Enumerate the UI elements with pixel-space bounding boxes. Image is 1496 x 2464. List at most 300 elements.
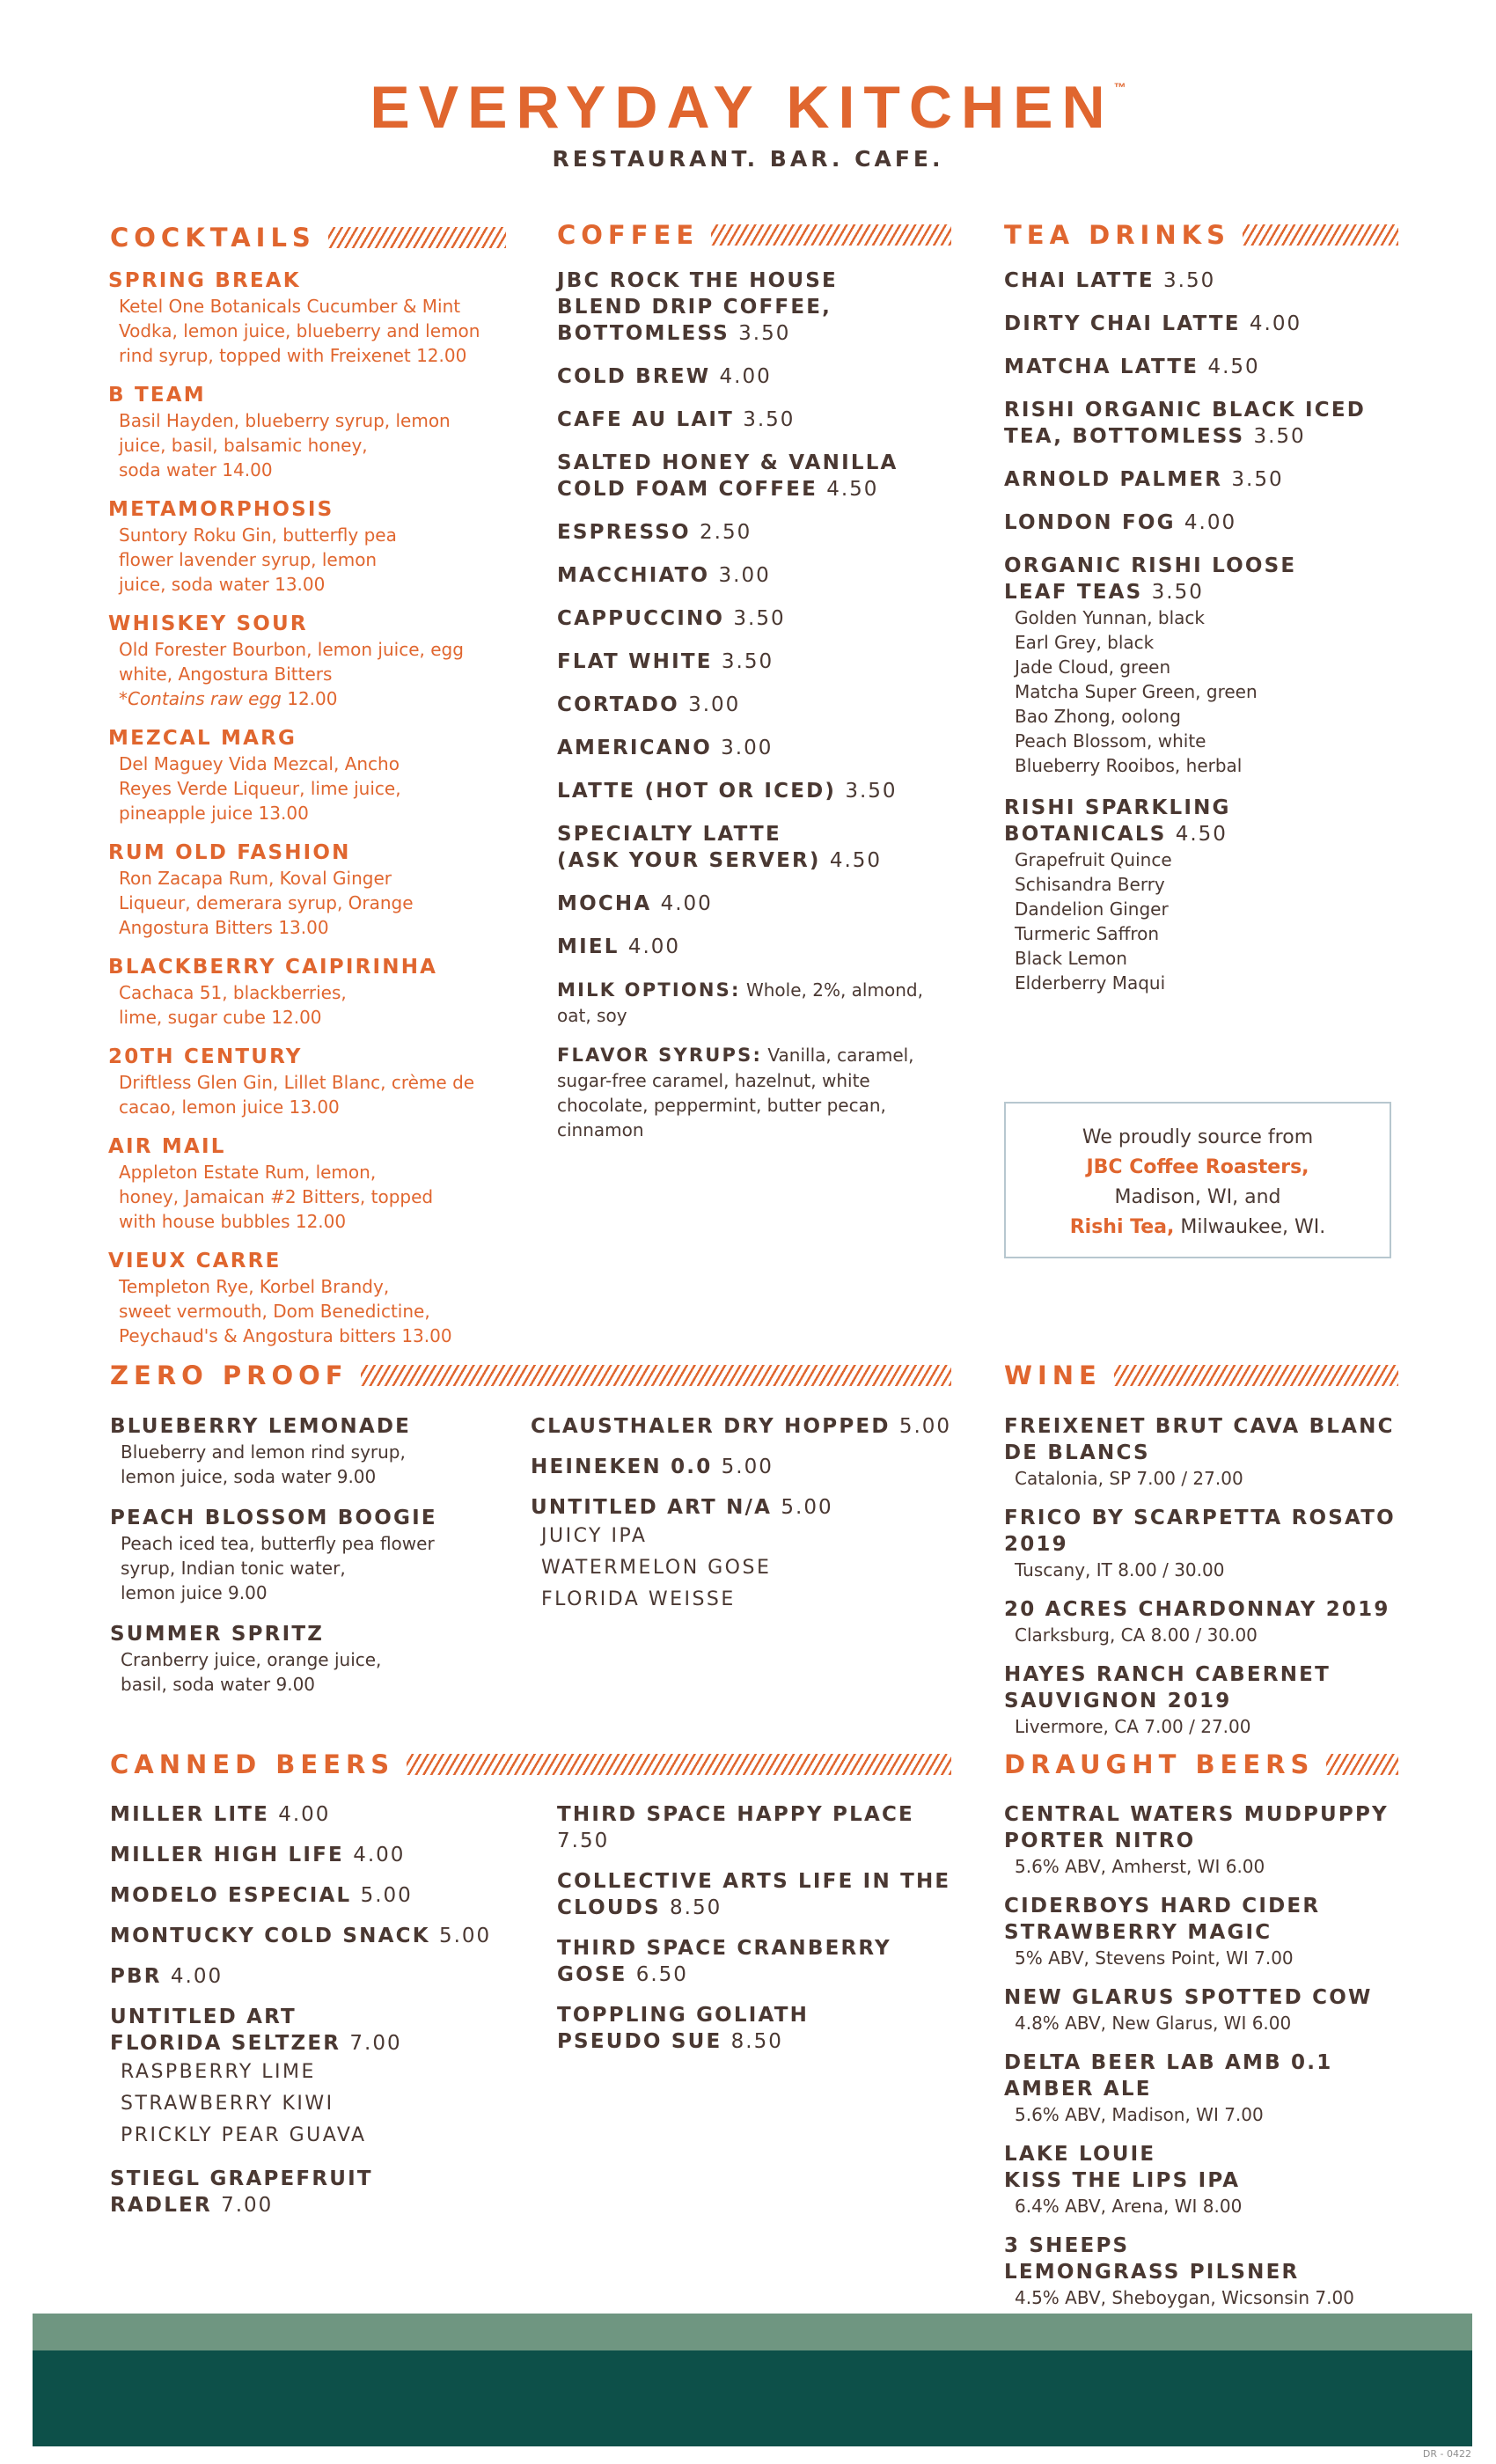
item-name: PEACH BLOSSOM BOOGIE (110, 1507, 437, 1529)
item-name-line (557, 450, 971, 476)
note-jbc: JBC Coffee Roasters, (1086, 1156, 1309, 1178)
item-description: basil, soda water 9.00 (121, 1674, 316, 1695)
item-price: 7.00 (221, 2194, 274, 2217)
menu-item (110, 2166, 524, 2218)
item-name: STIEGL GRAPEFRUIT (110, 2167, 373, 2190)
item-name-line (1004, 1413, 1418, 1440)
item-name: PORTER NITRO (1004, 1830, 1196, 1852)
item-name-line (557, 2002, 971, 2028)
item-description: lemon juice 9.00 (121, 1582, 268, 1603)
item-name-line (1004, 1984, 1418, 2011)
item-name: LEMONGRASS PILSNER (1004, 2261, 1300, 2284)
item-name: BOTANICALS (1004, 823, 1167, 846)
menu-item (557, 605, 971, 632)
item-description: Driftless Glen Gin, Lillet Blanc, crème de (119, 1072, 475, 1093)
item-name-line (557, 1895, 971, 1921)
item-description: 5% ABV, Stevens Point, WI 7.00 (1015, 1947, 1294, 1969)
canned-beers-left (110, 1801, 524, 2233)
item-option: Blueberry Rooibos, herbal (1015, 755, 1243, 776)
brand-name: EVERYDAY KITCHEN (370, 74, 1114, 141)
menu-item (108, 1133, 522, 1234)
menu-item (110, 1413, 524, 1489)
item-name-line (557, 407, 971, 433)
item-description: lemon juice, soda water 9.00 (121, 1466, 377, 1487)
item-price: 3.00 (688, 693, 741, 716)
item-option: Black Lemon (1015, 948, 1127, 969)
menu-item (108, 268, 522, 368)
item-price: 3.50 (1163, 269, 1216, 292)
print-code: DR - 0422 (1422, 2448, 1471, 2460)
menu-item (557, 1935, 971, 1988)
section-header-canned-beers (110, 1747, 951, 1782)
tea-list (1004, 268, 1418, 1012)
section-header-tea (1004, 217, 1398, 253)
flavor-syrups-values: Vanilla, caramel, (767, 1045, 914, 1066)
menu-item (1004, 397, 1418, 450)
item-description: 4.5% ABV, Sheboygan, Wicsonsin 7.00 (1015, 2287, 1354, 2308)
item-name-line (557, 1801, 971, 1854)
item-option: Dandelion Ginger (1015, 898, 1169, 920)
menu-item (1004, 1893, 1418, 1970)
item-name: COLD FOAM COFFEE (557, 478, 818, 501)
item-name-line (1004, 1919, 1418, 1946)
item-name: METAMORPHOSIS (108, 498, 334, 521)
menu-item (108, 611, 522, 711)
item-name-line (557, 476, 971, 502)
item-description: Ron Zacapa Rum, Koval Ginger (119, 868, 392, 889)
item-name-line (1004, 268, 1418, 294)
menu-item (557, 2002, 971, 2055)
item-name: NEW GLARUS SPOTTED COW (1004, 1986, 1373, 2009)
menu-item (557, 692, 971, 718)
item-name-line (1004, 510, 1418, 536)
tagline: RESTAURANT. BAR. CAFE. (552, 146, 944, 172)
menu-item (557, 891, 971, 917)
item-price: 4.50 (1207, 356, 1260, 378)
item-option: STRAWBERRY KIWI (121, 2093, 334, 2115)
item-description: Reyes Verde Liqueur, lime juice, (119, 778, 401, 799)
item-description: 4.8% ABV, New Glarus, WI 6.00 (1015, 2013, 1292, 2034)
menu-item (531, 1413, 971, 1440)
menu-item (557, 450, 971, 502)
item-price: 5.00 (438, 1925, 492, 1947)
item-name-line (1004, 1661, 1418, 1688)
menu-item (1004, 2233, 1418, 2310)
item-name-line (110, 2030, 524, 2057)
item-name-line (1004, 1596, 1418, 1623)
item-name: MILLER LITE (110, 1803, 269, 1826)
menu-item (557, 649, 971, 675)
item-name: WHISKEY SOUR (108, 612, 308, 635)
item-name-line (557, 821, 971, 847)
footer-band-dark (33, 2350, 1472, 2446)
menu-item (110, 1842, 524, 1868)
item-price: 4.00 (660, 892, 713, 915)
hatch-decoration (1243, 224, 1398, 246)
item-option: Grapefruit Quince (1015, 849, 1172, 870)
item-price: 4.50 (826, 478, 879, 501)
item-name: HAYES RANCH CABERNET (1004, 1663, 1331, 1686)
menu-item (557, 1868, 971, 1921)
menu-item (1004, 795, 1418, 995)
brand-logo (0, 74, 1496, 141)
item-name: DELTA BEER LAB AMB 0.1 (1004, 2051, 1333, 2074)
item-price: 12.00 (287, 688, 338, 709)
item-name-line (1004, 2167, 1418, 2194)
item-name: DIRTY CHAI LATTE (1004, 312, 1241, 335)
item-name: SALTED HONEY & VANILLA (557, 451, 898, 474)
item-name: KISS THE LIPS IPA (1004, 2169, 1241, 2192)
item-description: juice, basil, balsamic honey, (119, 435, 368, 456)
menu-item (108, 1248, 522, 1348)
item-price: 3.50 (721, 650, 774, 673)
section-title: TEA DRINKS (1004, 219, 1230, 250)
item-description: Del Maguey Vida Mezcal, Ancho (119, 753, 400, 774)
item-option: Earl Grey, black (1015, 632, 1155, 653)
item-name-line (531, 1494, 971, 1521)
flavor-syrups-label: FLAVOR SYRUPS: (557, 1045, 763, 1066)
item-name: 2019 (1004, 1533, 1068, 1556)
item-name-line (557, 692, 971, 718)
item-name: FLAT WHITE (557, 650, 713, 673)
menu-item (1004, 1801, 1418, 1879)
item-name: VIEUX CARRE (108, 1250, 282, 1272)
menu-item (1004, 311, 1418, 337)
item-price: 3.50 (743, 408, 796, 431)
milk-options-label: MILK OPTIONS: (557, 979, 741, 1001)
item-name: UNTITLED ART (110, 2006, 297, 2028)
menu-item (1004, 553, 1418, 778)
milk-options-values: Whole, 2%, almond, (745, 979, 923, 1001)
flavor-syrups (557, 1042, 971, 1142)
menu-item (1004, 510, 1418, 536)
item-name: LONDON FOG (1004, 511, 1176, 534)
item-name-line (1004, 553, 1418, 579)
cocktails-list (108, 268, 522, 1362)
item-name: FLORIDA SELTZER (110, 2032, 341, 2055)
item-name-line (557, 2028, 971, 2055)
item-description: 5.6% ABV, Madison, WI 7.00 (1015, 2104, 1264, 2125)
hatch-decoration (328, 227, 506, 248)
item-price: 3.50 (1231, 468, 1284, 491)
item-name: MODELO ESPECIAL (110, 1884, 352, 1907)
item-option: Golden Yunnan, black (1015, 607, 1206, 628)
item-name: AIR MAIL (108, 1135, 226, 1158)
item-name: ORGANIC RISHI LOOSE (1004, 554, 1297, 577)
section-title: WINE (1004, 1360, 1102, 1390)
section-title: ZERO PROOF (110, 1360, 348, 1390)
item-name-line (1004, 311, 1418, 337)
item-name: TOPPLING GOLIATH (557, 2004, 810, 2027)
menu-item (1004, 2141, 1418, 2218)
menu-item (110, 1882, 524, 1909)
menu-item (1004, 268, 1418, 294)
milk-options (557, 977, 971, 1028)
item-description: cacao, lemon juice 13.00 (119, 1096, 340, 1118)
menu-item (557, 519, 971, 546)
item-description: Cachaca 51, blackberries, (119, 982, 347, 1003)
item-name-line (1004, 2259, 1418, 2285)
milk-options-values: oat, soy (557, 1005, 627, 1026)
item-name-line (557, 934, 971, 960)
item-name: 20TH CENTURY (108, 1045, 303, 1068)
menu-item (1004, 2050, 1418, 2127)
item-name: CHAI LATTE (1004, 269, 1155, 292)
item-name: BLUEBERRY LEMONADE (110, 1415, 412, 1438)
item-price: 4.50 (829, 849, 883, 872)
item-price: 2.50 (700, 521, 752, 544)
item-description: honey, Jamaican #2 Bitters, topped (119, 1186, 434, 1207)
item-name-line (1004, 1893, 1418, 1919)
item-name-line (1004, 1531, 1418, 1558)
item-name: FREIXENET BRUT CAVA BLANC (1004, 1415, 1395, 1438)
hatch-decoration (407, 1754, 951, 1775)
wine-list (1004, 1413, 1418, 1753)
trademark: ™ (1113, 80, 1126, 94)
item-name: SUMMER SPRITZ (110, 1623, 325, 1646)
menu-item (531, 1494, 971, 1616)
item-name: (ASK YOUR SERVER) (557, 849, 821, 872)
item-description: 5.6% ABV, Amherst, WI 6.00 (1015, 1856, 1265, 1877)
item-name-line (1004, 397, 1418, 423)
menu-item (108, 954, 522, 1030)
item-name: ESPRESSO (557, 521, 691, 544)
item-option: Turmeric Saffron (1015, 923, 1160, 944)
draught-list (1004, 1801, 1418, 2324)
item-price: 3.00 (718, 564, 771, 587)
item-name: MOCHA (557, 892, 652, 915)
item-name-line (110, 1842, 524, 1868)
item-description: Angostura Bitters 13.00 (119, 917, 329, 938)
item-option: Schisandra Berry (1015, 874, 1165, 895)
menu-item (110, 1505, 524, 1605)
item-name: MONTUCKY COLD SNACK (110, 1925, 430, 1947)
item-name: CENTRAL WATERS MUDPUPPY (1004, 1803, 1389, 1826)
item-description: Blueberry and lemon rind syrup, (121, 1441, 406, 1463)
item-name: HEINEKEN 0.0 (531, 1456, 713, 1478)
item-description: with house bubbles 12.00 (119, 1211, 347, 1232)
item-name: BLEND DRIP COFFEE, (557, 296, 832, 319)
item-price: 8.50 (730, 2030, 783, 2053)
menu-item (108, 1044, 522, 1119)
menu-item (108, 382, 522, 482)
item-name: ARNOLD PALMER (1004, 468, 1223, 491)
item-name: STRAWBERRY MAGIC (1004, 1921, 1272, 1944)
section-title: COFFEE (557, 219, 700, 250)
item-description: pineapple juice 13.00 (119, 803, 309, 824)
item-description: lime, sugar cube 12.00 (119, 1007, 322, 1028)
item-price: 6.50 (635, 1963, 688, 1986)
item-description: Suntory Roku Gin, butterfly pea (119, 524, 397, 546)
item-price: 4.00 (353, 1844, 406, 1866)
item-name-line (557, 320, 971, 347)
menu-item (110, 1923, 524, 1949)
menu-item (1004, 1413, 1418, 1491)
item-name-line (1004, 795, 1418, 821)
item-name-line (1004, 354, 1418, 380)
item-note-line (108, 686, 522, 711)
item-price: 4.50 (1175, 823, 1228, 846)
item-price: 3.00 (721, 737, 774, 759)
item-name: COLLECTIVE ARTS LIFE IN THE (557, 1870, 951, 1893)
beer-flavor: JUICY IPA (541, 1525, 648, 1547)
section-header-draught-beers (1004, 1747, 1398, 1782)
item-description: 6.4% ABV, Arena, WI 8.00 (1015, 2196, 1243, 2217)
item-option: Peach Blossom, white (1015, 730, 1206, 752)
note-rishi-location: Milwaukee, WI. (1174, 1216, 1326, 1238)
item-name-line (557, 891, 971, 917)
item-description: flower lavender syrup, lemon (119, 549, 378, 570)
menu-item (557, 407, 971, 433)
menu-item (557, 735, 971, 761)
item-name: MACCHIATO (557, 564, 710, 587)
item-price: 5.00 (721, 1456, 774, 1478)
item-option: PRICKLY PEAR GUAVA (121, 2124, 367, 2146)
item-description: Cranberry juice, orange juice, (121, 1649, 382, 1670)
item-description: soda water 14.00 (119, 459, 273, 480)
item-description: Vodka, lemon juice, blueberry and lemon (119, 320, 480, 341)
item-name-line (110, 2192, 524, 2218)
item-option: Bao Zhong, oolong (1015, 706, 1181, 727)
menu-item (531, 1454, 971, 1480)
item-name: CAFE AU LAIT (557, 408, 734, 431)
item-description: Liqueur, demerara syrup, Orange (119, 892, 414, 913)
item-description: Livermore, CA 7.00 / 27.00 (1015, 1716, 1251, 1737)
item-name-line (531, 1454, 971, 1480)
menu-item (1004, 1596, 1418, 1647)
item-name-line (110, 2166, 524, 2192)
item-name: PBR (110, 1965, 162, 1988)
item-name: LEAF TEAS (1004, 581, 1143, 604)
item-name: MIEL (557, 935, 620, 958)
item-option: Matcha Super Green, green (1015, 681, 1258, 702)
hatch-decoration (1326, 1754, 1398, 1775)
item-name: CLAUSTHALER DRY HOPPED (531, 1415, 891, 1438)
menu-item (110, 2004, 524, 2152)
item-name: CLOUDS (557, 1896, 661, 1919)
item-price: 4.00 (627, 935, 681, 958)
menu-item (557, 562, 971, 589)
zero-proof-beers (531, 1413, 971, 1630)
beer-flavor: FLORIDA WEISSE (541, 1588, 736, 1610)
item-price: 3.50 (738, 322, 791, 345)
item-description: syrup, Indian tonic water, (121, 1558, 346, 1579)
item-name: RISHI SPARKLING (1004, 796, 1231, 819)
item-name-line (557, 363, 971, 390)
item-description: Catalonia, SP 7.00 / 27.00 (1015, 1468, 1243, 1489)
note-line: Madison, WI, and (1114, 1186, 1281, 1208)
item-price: 4.00 (170, 1965, 224, 1988)
section-header-cocktails (110, 220, 506, 255)
item-description: white, Angostura Bitters (119, 664, 333, 685)
item-name-line (1004, 821, 1418, 847)
item-name-line (557, 519, 971, 546)
item-name-line (1004, 2141, 1418, 2167)
item-name: PSEUDO SUE (557, 2030, 722, 2053)
section-title: CANNED BEERS (110, 1749, 395, 1779)
item-name-line (1004, 579, 1418, 605)
menu-item (1004, 1984, 1418, 2035)
menu-item (557, 778, 971, 804)
item-description: juice, soda water 13.00 (119, 574, 326, 595)
item-name-line (110, 2004, 524, 2030)
footer-band-light (33, 2314, 1472, 2350)
item-price: 3.50 (845, 780, 898, 803)
item-description: Ketel One Botanicals Cucumber & Mint (119, 296, 461, 317)
item-name-line (1004, 2076, 1418, 2102)
hatch-decoration (361, 1365, 951, 1386)
item-name-line (557, 735, 971, 761)
item-description: Basil Hayden, blueberry syrup, lemon (119, 410, 451, 431)
item-name: DE BLANCS (1004, 1441, 1150, 1464)
item-price: 5.00 (781, 1496, 833, 1519)
sourcing-note (1004, 1102, 1391, 1258)
flavor-syrups-values: chocolate, peppermint, butter pecan, (557, 1095, 886, 1116)
item-name: BOTTOMLESS (557, 322, 730, 345)
menu-item (557, 268, 971, 347)
section-title: COCKTAILS (110, 222, 316, 253)
item-name: AMERICANO (557, 737, 712, 759)
item-name: JBC ROCK THE HOUSE (557, 269, 838, 292)
menu-item (557, 363, 971, 390)
menu-item (110, 1963, 524, 1990)
item-name: MILLER HIGH LIFE (110, 1844, 344, 1866)
item-name: SPRING BREAK (108, 269, 301, 292)
item-name-line (557, 294, 971, 320)
flavor-syrups-values: cinnamon (557, 1119, 644, 1140)
item-option: Jade Cloud, green (1015, 656, 1171, 678)
section-header-coffee (557, 217, 951, 253)
menu-item (557, 934, 971, 960)
item-description: Appleton Estate Rum, lemon, (119, 1162, 377, 1183)
item-price: 4.00 (1184, 511, 1237, 534)
item-price: 5.00 (898, 1415, 952, 1438)
flavor-syrups-values: sugar-free caramel, hazelnut, white (557, 1070, 870, 1091)
note-rishi: Rishi Tea, (1069, 1216, 1175, 1238)
item-name-line (531, 1413, 971, 1440)
item-name: FRICO BY SCARPETTA ROSATO (1004, 1507, 1396, 1529)
item-description: sweet vermouth, Dom Benedictine, (119, 1301, 430, 1322)
item-name: CIDERBOYS HARD CIDER (1004, 1895, 1321, 1918)
item-option: RASPBERRY LIME (121, 2061, 316, 2083)
menu-item (1004, 466, 1418, 493)
item-name: 3 SHEEPS (1004, 2234, 1130, 2257)
menu-item (110, 1621, 524, 1697)
menu-item (110, 1801, 524, 1828)
item-price: 7.50 (557, 1830, 610, 1852)
item-name-line (110, 1963, 524, 1990)
item-option: Elderberry Maqui (1015, 972, 1166, 994)
section-header-zero-proof (110, 1358, 951, 1393)
item-description: rind syrup, topped with Freixenet 12.00 (119, 345, 467, 366)
item-name-line (557, 605, 971, 632)
item-name-line (557, 847, 971, 874)
item-price: 3.50 (1151, 581, 1204, 604)
hatch-decoration (1114, 1365, 1398, 1386)
menu-item (1004, 354, 1418, 380)
item-name: BLACKBERRY CAIPIRINHA (108, 956, 438, 979)
item-name-line (1004, 1801, 1418, 1828)
coffee-list (557, 268, 971, 1142)
item-name: SPECIALTY LATTE (557, 823, 781, 846)
item-name-line (1004, 1440, 1418, 1466)
item-name: MEZCAL MARG (108, 727, 297, 750)
item-name: B TEAM (108, 384, 206, 407)
menu-item (557, 821, 971, 874)
raw-egg-note: *Contains raw egg (119, 688, 282, 709)
item-description: Clarksburg, CA 8.00 / 30.00 (1015, 1624, 1258, 1646)
item-name-line (1004, 423, 1418, 450)
